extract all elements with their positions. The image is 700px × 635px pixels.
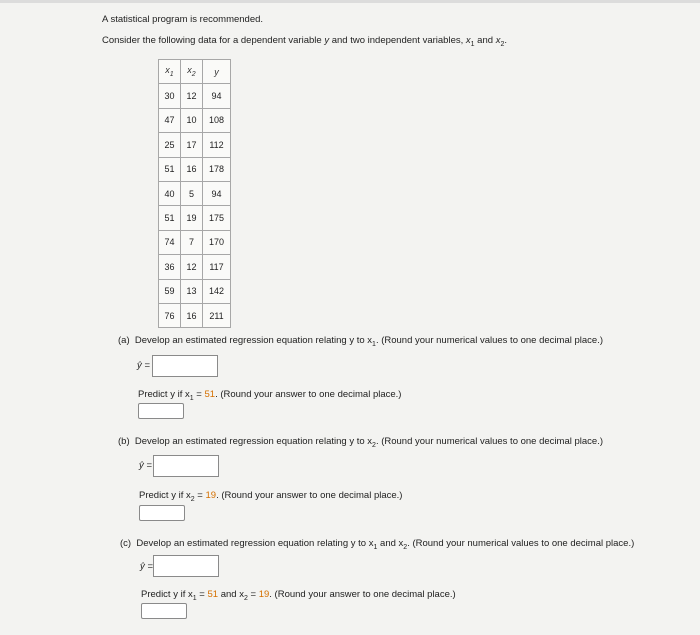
- table-cell: 17: [181, 133, 203, 157]
- table-cell: 51: [159, 157, 181, 181]
- table-row: [159, 303, 231, 327]
- part-c-prompt: (c) Develop an estimated regression equation relating y to $x_1$ and $x_2$. (Round your numerical values to one decimal place.): [120, 538, 635, 551]
- table-cell: 94: [203, 181, 231, 205]
- header-x1: $x_1$: [159, 60, 181, 84]
- intro-text: A statistical program is recommended.: [102, 14, 264, 25]
- table-cell: 112: [203, 133, 231, 157]
- table-cell: 74: [159, 230, 181, 254]
- table-row: [159, 181, 231, 205]
- part-a-prompt: (a) Develop an estimated regression equation relating y to $x_1$. (Round your numerical values to one decimal place.): [118, 335, 603, 348]
- table-row: [159, 206, 231, 230]
- table-header-row: [159, 60, 231, 84]
- table-cell: 25: [159, 133, 181, 157]
- part-b-predict-input[interactable]: [139, 505, 185, 521]
- table-cell: 10: [181, 108, 203, 132]
- table-cell: 178: [203, 157, 231, 181]
- data-table: [158, 59, 231, 328]
- top-divider: [0, 0, 700, 3]
- table-row: [159, 255, 231, 279]
- table-cell: 170: [203, 230, 231, 254]
- table-cell: 142: [203, 279, 231, 303]
- table-cell: 76: [159, 303, 181, 327]
- table-cell: 16: [181, 303, 203, 327]
- table-cell: 13: [181, 279, 203, 303]
- table-cell: 16: [181, 157, 203, 181]
- table-row: [159, 279, 231, 303]
- part-c-predict-text: Predict y if $x_1 = 51$ and $x_2 = 19$. (Round your answer to one decimal place.): [141, 589, 456, 602]
- part-b-prompt: (b) Develop an estimated regression equation relating y to $x_2$. (Round your numerical values to one decimal place.): [118, 436, 603, 449]
- table-row: [159, 84, 231, 108]
- part-a-predict-input[interactable]: [138, 403, 184, 419]
- table-cell: 108: [203, 108, 231, 132]
- table-cell: 19: [181, 206, 203, 230]
- table-cell: 7: [181, 230, 203, 254]
- part-b-equation-input[interactable]: [153, 455, 219, 477]
- table-row: [159, 133, 231, 157]
- header-x2: $x_2$: [181, 60, 203, 84]
- table-cell: 12: [181, 84, 203, 108]
- table-cell: 12: [181, 255, 203, 279]
- part-c-equation-input[interactable]: [153, 555, 219, 577]
- table-cell: 47: [159, 108, 181, 132]
- part-c-predict-input[interactable]: [141, 603, 187, 619]
- table-cell: 36: [159, 255, 181, 279]
- part-a-equation-input[interactable]: [152, 355, 218, 377]
- table-cell: 30: [159, 84, 181, 108]
- part-a-yhat-label: ŷ =: [137, 360, 150, 371]
- header-y: y: [203, 60, 231, 84]
- table-row: [159, 157, 231, 181]
- table-row: [159, 108, 231, 132]
- table-cell: 117: [203, 255, 231, 279]
- part-b-predict-text: Predict y if $x_2 = 19$. (Round your answer to one decimal place.): [139, 490, 403, 503]
- table-cell: 94: [203, 84, 231, 108]
- table-cell: 51: [159, 206, 181, 230]
- part-a-predict-text: Predict y if $x_1 = 51$. (Round your answer to one decimal place.): [138, 389, 402, 402]
- table-cell: 59: [159, 279, 181, 303]
- table-cell: 175: [203, 206, 231, 230]
- table-cell: 40: [159, 181, 181, 205]
- table-cell: 5: [181, 181, 203, 205]
- table-cell: 211: [203, 303, 231, 327]
- part-c-yhat-label: ŷ =: [140, 561, 153, 572]
- table-row: [159, 230, 231, 254]
- question-text: Consider the following data for a dependent variable y and two independent variables, $x_1$ and $x_2$.: [102, 35, 507, 48]
- part-b-yhat-label: ŷ =: [139, 460, 152, 471]
